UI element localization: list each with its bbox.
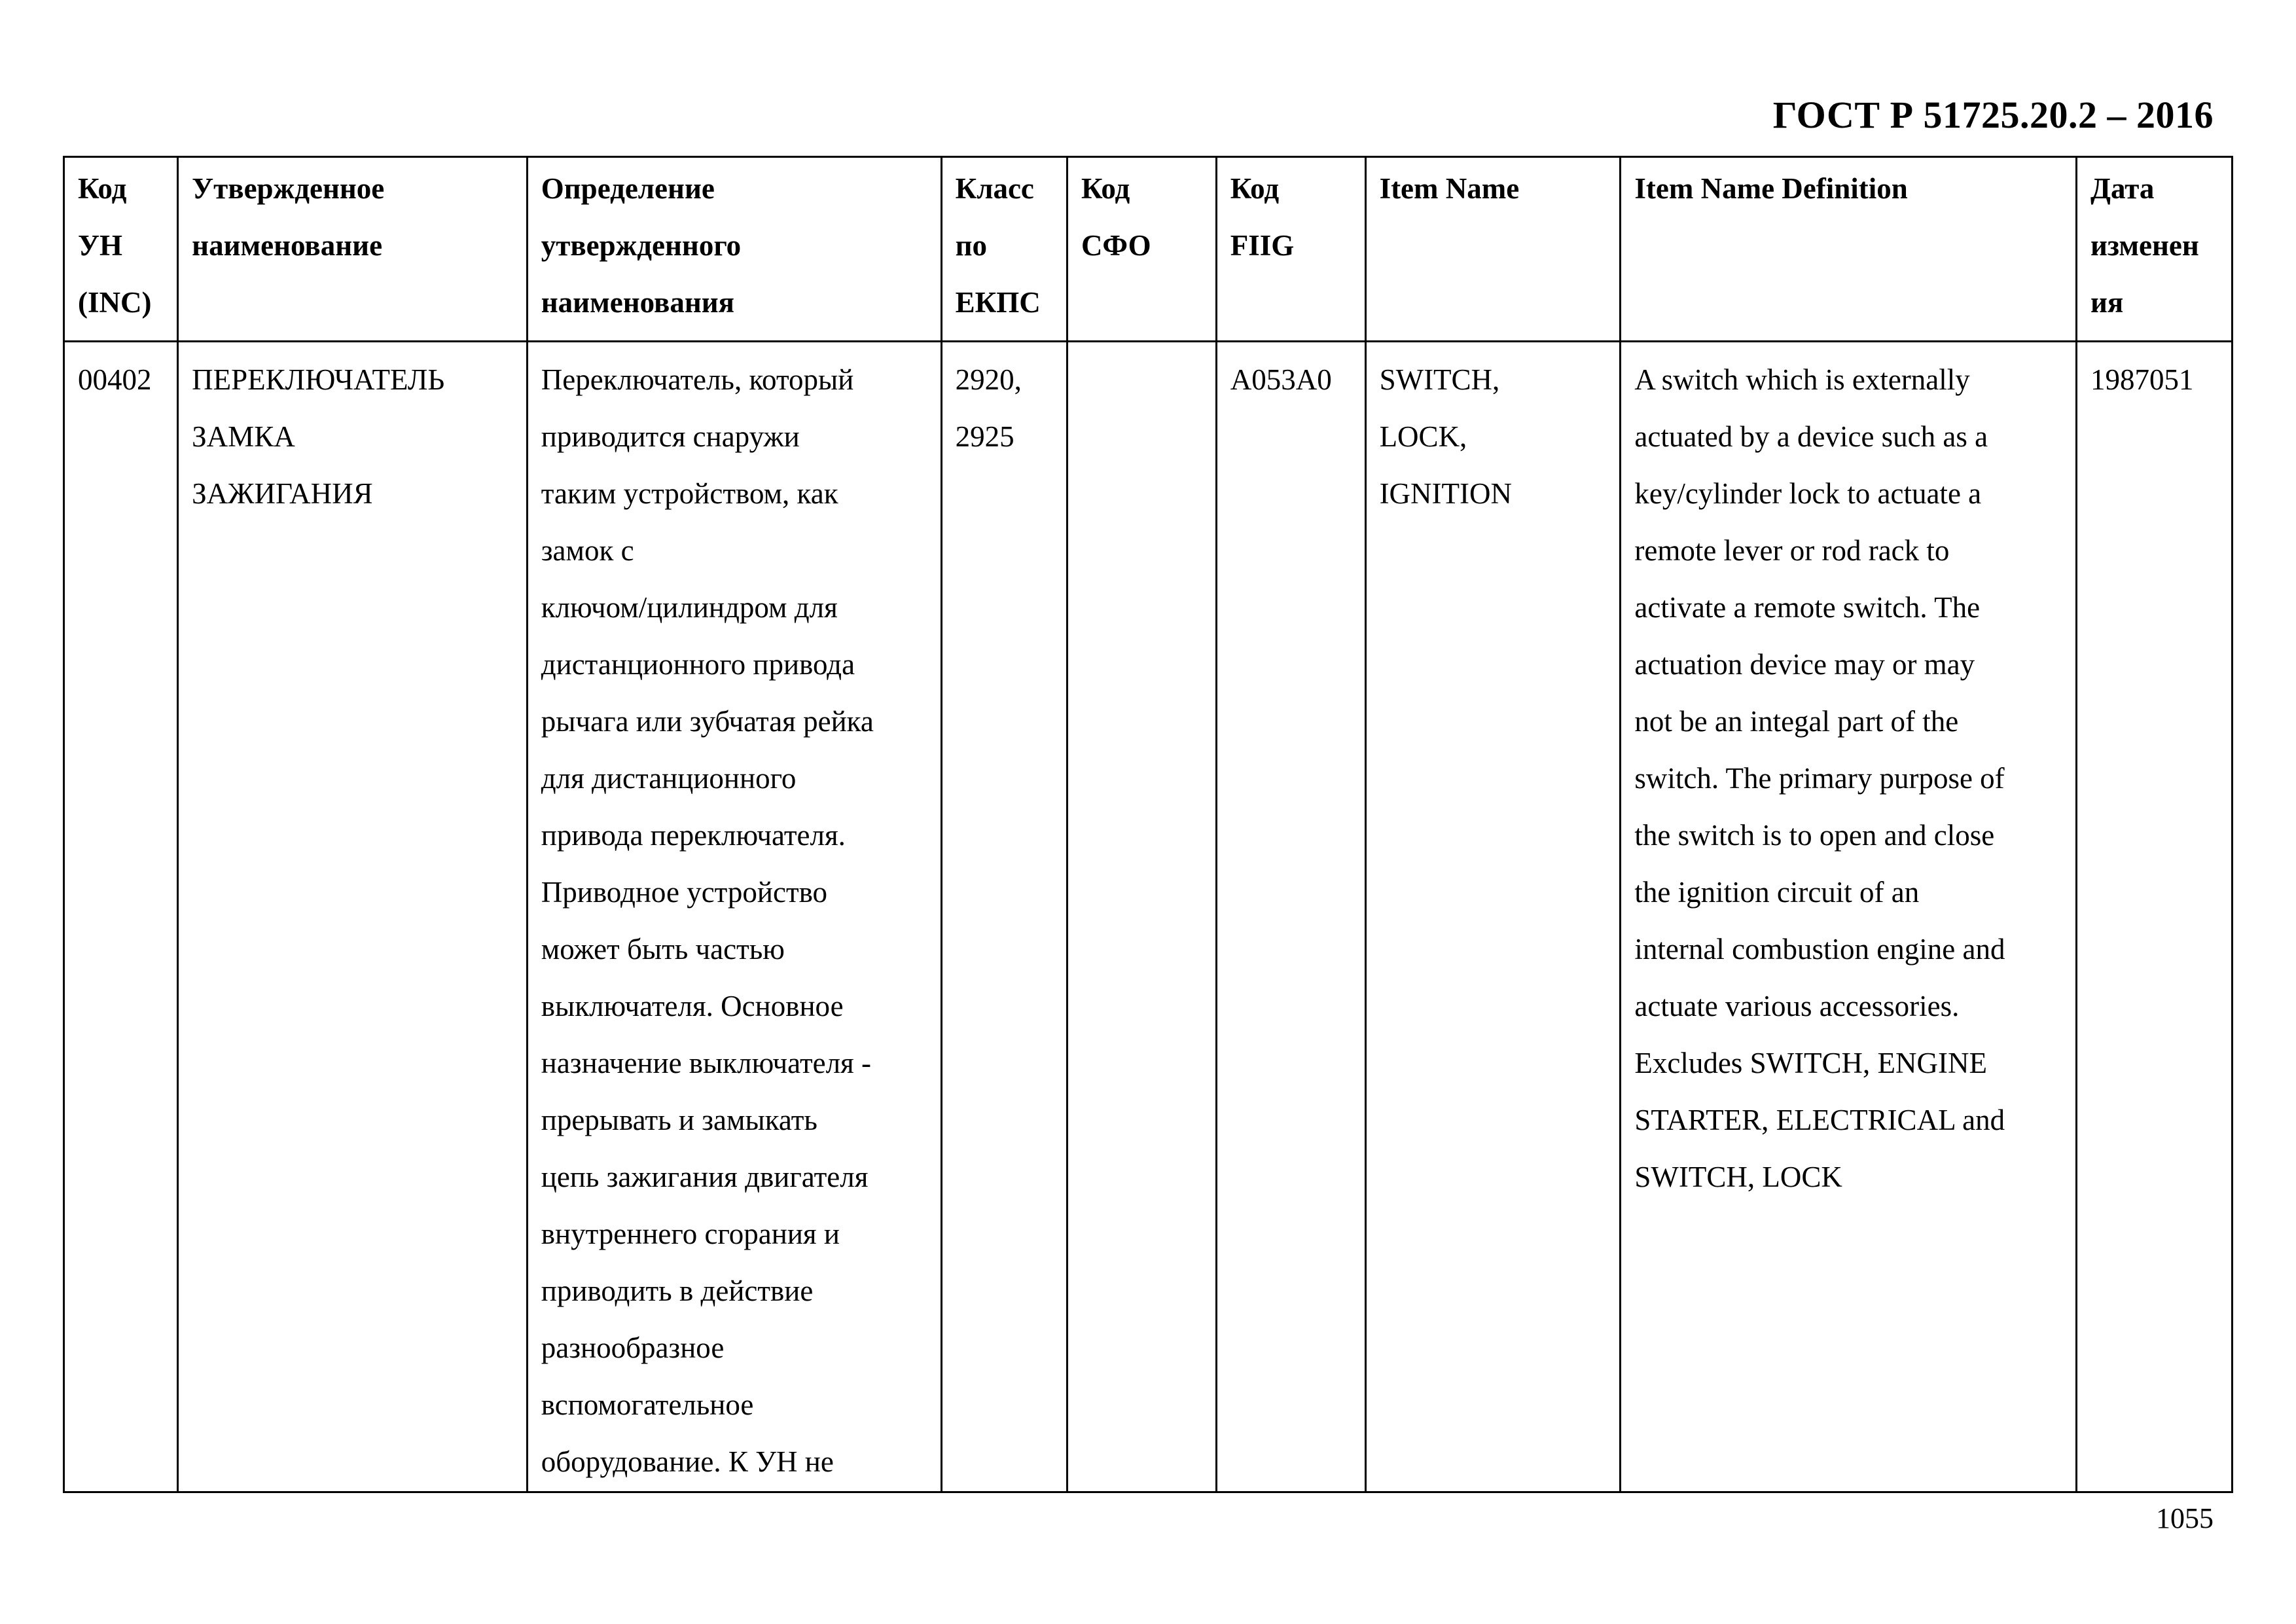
catalog-table [63,156,2233,1493]
table-header-row [64,157,2233,342]
cell-item-definition: A switch which is externally actuated by a device such as a key/cylinder lock to actuate a remote lever or rod rack to activate a remote switch. The actuation device may or may not be an integal part of the switch. The primary purpose of the switch is to open and close the ignition circuit of an internal combustion engine and actuate various accessories. Excludes SWITCH, ENGINE STARTER, ELECTRICAL and SWITCH, LOCK [1621,342,2077,1492]
cell-approved-name: ПЕРЕКЛЮЧАТЕЛЬ ЗАМКА ЗАЖИГАНИЯ [178,342,528,1492]
column-header-definition: Определение утвержденного наименования [527,157,941,342]
column-header-item-name: Item Name [1365,157,1621,342]
table-row [64,342,2233,1492]
cell-change-date: 1987051 [2076,342,2232,1492]
column-header-item-definition: Item Name Definition [1621,157,2077,342]
column-header-class: Класс по ЕКПС [941,157,1067,342]
document-code: ГОСТ Р 51725.20.2 – 2016 [1772,94,2214,136]
cell-inc: 00402 [64,342,178,1492]
column-header-change-date: Дата изменен ия [2076,157,2232,342]
cell-class: 2920, 2925 [941,342,1067,1492]
cell-sfo-code [1067,342,1216,1492]
column-header-inc: Код УН (INC) [64,157,178,342]
cell-fiig-code: A053A0 [1216,342,1365,1492]
page-number: 1055 [2156,1502,2214,1534]
column-header-approved-name: Утвержденное наименование [178,157,528,342]
column-header-sfo-code: Код СФО [1067,157,1216,342]
cell-item-name: SWITCH, LOCK, IGNITION [1365,342,1621,1492]
cell-definition: Переключатель, который приводится снаружи таким устройством, как замок с ключом/цилиндром для дистанционного привода рычага или зубчатая рейка для дистанционного привода переключателя. Приводное устройство может быть частью выключателя. Основное назначение выключателя - прерывать и замыкать цепь зажигания двигателя внутреннего сгорания и приводить в действие разнообразное вспомогательное оборудование. К УН не [527,342,941,1492]
column-header-fiig-code: Код FIIG [1216,157,1365,342]
